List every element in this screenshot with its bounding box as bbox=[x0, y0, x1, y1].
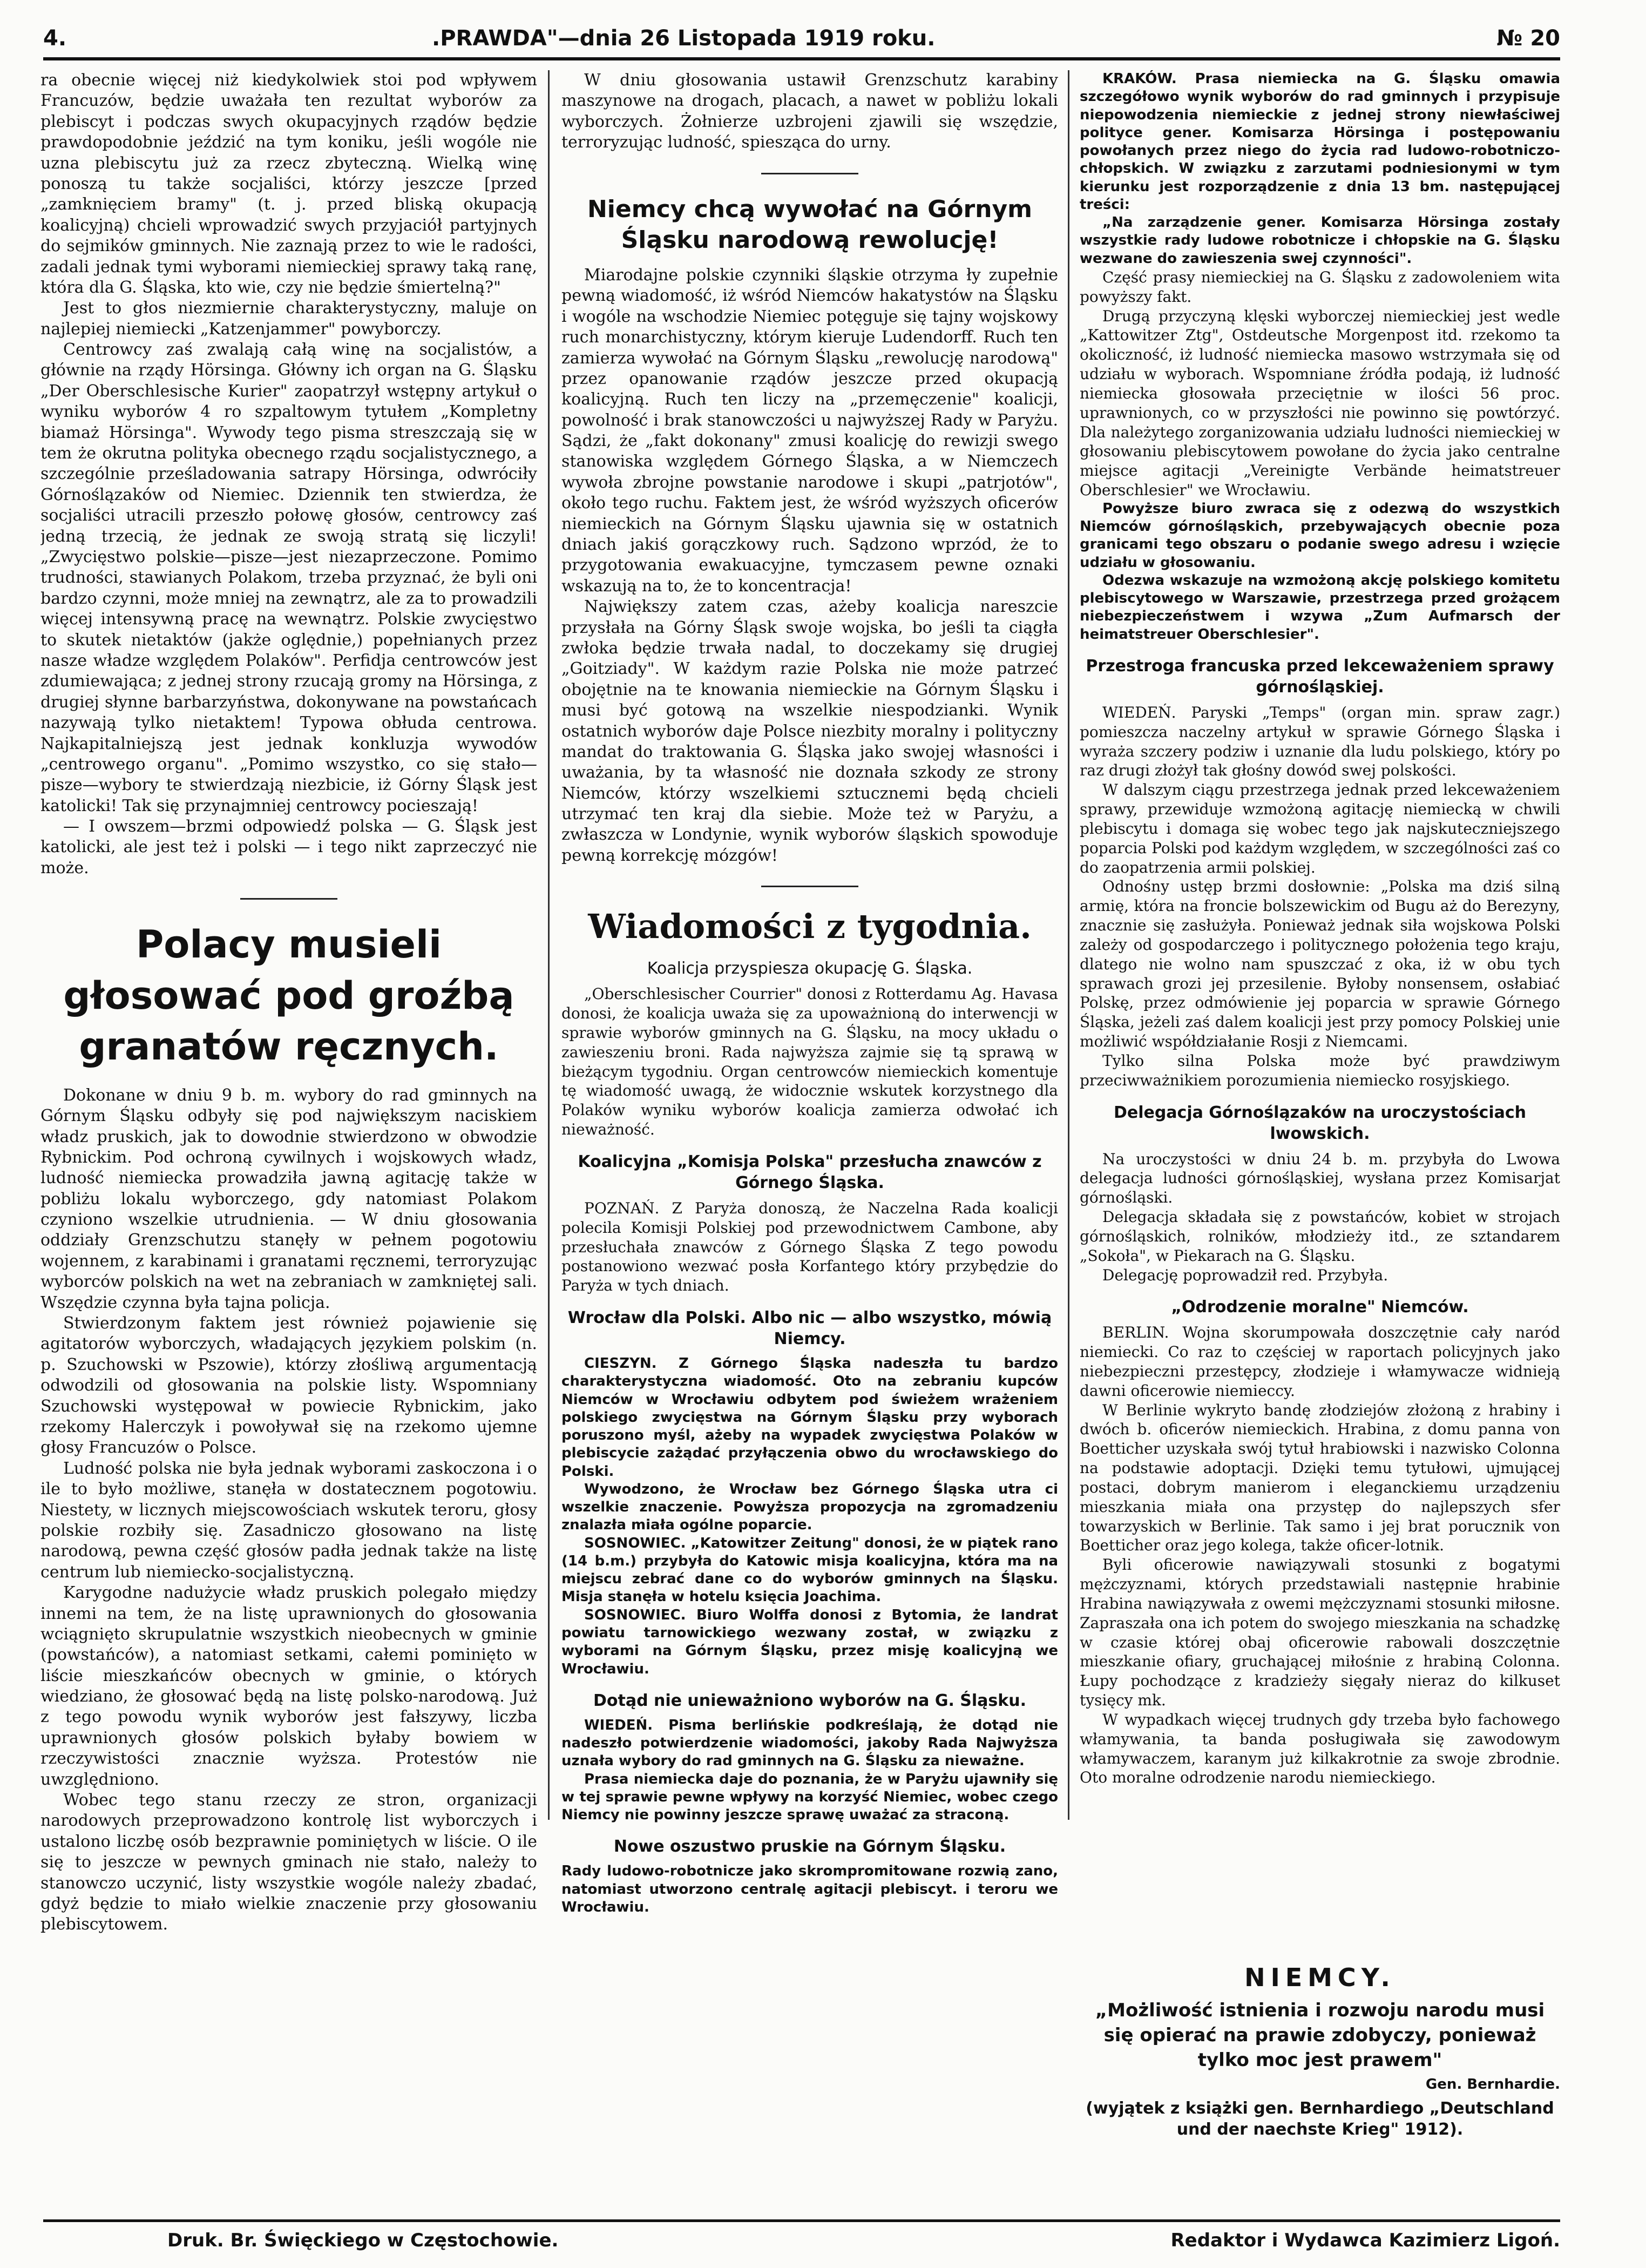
headline: Niemcy chcą wywołać na Górnym Śląsku narodową rewolucję! bbox=[587, 195, 1033, 254]
paragraph: W dalszym ciągu przestrzega jednak przed lekceważeniem sprawy, przewiduje wzmożoną agitację niemiecką w chwili plebiscytu i domaga się wobec tego jak najskuteczniejszego poparcia Polski pod każdym względem, w szczególności zaś co do zaopatrzenia armii polskiej. bbox=[1080, 781, 1560, 876]
paragraph: Karygodne nadużycie władz pruskich polegało między innemi na tem, że na listę uprawnionych do głosowania wciągnięto skrupulatnie wszystkich nieobecnych w gminie (powstańców), a natomiast setkami, całemi pominięto w liście mieszkańców obecnych w gminie, o których wiedziano, że głosować będą na listę polsko-narodową. Już z tego powodu wynik wyborów jest fałszywy, liczba uprawnionych głosów polskich byłaby bowiem w rzeczywistości znacznie wyższa. Protestów nie uwzględniono. bbox=[40, 1583, 537, 1789]
quote-source: (wyjątek z książki gen. Bernhardiego „Deutschland und der naechste Krieg" 1912). bbox=[1086, 2098, 1554, 2139]
subheading: Koalicyjna „Komisja Polska" przesłucha znawców z Górnego Śląska. bbox=[578, 1152, 1042, 1192]
paragraph: WIEDEŃ. Pisma berlińskie podkreślają, że dotąd nie nadeszło potwierdzenie wiadomości, jakoby Rada Najwyższa uznała wybory do rad gminnych na G. Śląsku za nieważne. bbox=[561, 1717, 1058, 1770]
quote-title: NIEMCY. bbox=[1244, 1963, 1396, 1992]
paragraph: Tylko silna Polska może być prawdziwym przeciwważnikiem porozumienia niemiecko rosyjskiego. bbox=[1080, 1051, 1560, 1089]
quote-box bbox=[1080, 1963, 1560, 2168]
paragraph: CIESZYN. Z Górnego Śląska nadeszła tu bardzo charakterystyczna wiadomość. Oto na zebraniu kupców Niemców w Wrocławiu odbytem pod świeżem wrażeniem polskiego zwycięstwa na Górnym Śląsku przy wyborach poruszono myśl, ażeby na wypadek zwycięstwa Polaków w plebiscycie zażądać przyłączenia obwo du wrocławskiego do Polski. bbox=[561, 1355, 1058, 1480]
paragraph: — I owszem—brzmi odpowiedź polska — G. Śląsk jest katolicki, ale jest też i polski — i tego nikt zaprzeczyć nie może. bbox=[40, 817, 537, 878]
quote-text: „Możliwość istnienia i rozwoju narodu musi się opierać na prawie zdobyczy, ponieważ tylko moc jest prawem" bbox=[1095, 2000, 1545, 2071]
subheading: Delegacja Górnoślązaków na uroczystościach lwowskich. bbox=[1113, 1103, 1527, 1143]
divider bbox=[761, 886, 858, 887]
column-1 bbox=[40, 70, 537, 2174]
paragraph: Wobec tego stanu rzeczy ze stron, organizacji narodowych przeprowadzono kontrolę list wyborczych i ustalono liczbę osób bezprawnie pominiętych w liście. O ile się to jeszcze w pewnych gminach nie stało, należy to stanowczo uczynić, listy wszystkie wogóle należy zbadać, gdyż będzie to miało wielkie znaczenie przy głosowaniu plebiscytowem. bbox=[40, 1791, 537, 1934]
paragraph: Byli oficerowie nawiązywali stosunki z bogatymi mężczyznami, których przedstawiali następnie hrabinie Hrabina nawiązywała z owemi mężczyznami stosunki miłosne. Zapraszała ona ich potem do swojego mieszkania na schadzkę w czasie której obaj oficerowie rabowali doszczętnie mieszkanie ofiary, gruchającej miłośnie z hrabiną Colonna. Łupy pochodzące z kradzieży sięgały nieraz do kilkuset tysięcy mk. bbox=[1080, 1556, 1560, 1710]
subheading: Przestroga francuska przed lekceważeniem sprawy górnośląskiej. bbox=[1086, 656, 1554, 697]
subheading: „Odrodzenie moralne" Niemców. bbox=[1171, 1298, 1469, 1317]
paragraph: Jest to głos niezmiernie charakterystyczny, maluje on najlepiej niemiecki „Katzenjammer" powyborczy. bbox=[40, 299, 537, 339]
subheading: Nowe oszustwo pruskie na Górnym Śląsku. bbox=[613, 1837, 1006, 1857]
column-3 bbox=[1080, 70, 1560, 1949]
quote-author: Gen. Bernhardie. bbox=[1425, 2076, 1560, 2092]
printer-credit: Druk. Br. Święckiego w Częstochowie. bbox=[167, 2230, 559, 2251]
page-footer bbox=[43, 2219, 1560, 2254]
paragraph: SOSNOWIEC. „Katowitzer Zeitung" donosi, że w piątek rano (14 b.m.) przybyła do Katowic misja koalicyjna, która ma na miejscu zebrać dane co do wyborów gminnych na Śląsku. Misja stanęła w hotelu księcia Joachima. bbox=[561, 1535, 1058, 1605]
paragraph: Dokonane w dniu 9 b. m. wybory do rad gminnych na Górnym Śląsku odbyły się pod największym naciskiem władz pruskich, jak to dowodnie stwierdzono w obwodzie Rybnickim. Pod ochroną cywilnych i wojskowych władz, ludność niemiecka prowadziła jawną agitację także w pobliżu lokalu wyborczego, gdy natomiast Polakom czyniono wszelkie utrudnienia. — W dniu głosowania oddziały Grenzschutzu stanęły w pełnem pogotowiu wojennem, z karabinami i granatami ręcznemi, terroryzując wyborców polskich na wet na zebraniach w zamkniętej sali. Wszędzie czynna była tajna policja. bbox=[40, 1085, 537, 1312]
page-number: 4. bbox=[43, 26, 67, 51]
paragraph: „Na zarządzenie gener. Komisarza Hörsinga zostały wszystkie rady ludowe robotnicze i chłopskie na G. Śląsku wezwane do zawieszenia swej czynności". bbox=[1080, 214, 1560, 267]
page-header bbox=[43, 23, 1560, 60]
paragraph: Miarodajne polskie czynniki śląskie otrzyma ły zupełnie pewną wiadomość, iż wśród Niemców hakatystów na Śląsku i wogóle na wschodzie Niemiec potęguje się tajny wojskowy ruch monarchistyczny, którym kieruje Ludendorff. Ruch ten zamierza wywołać na Górnym Śląsku „rewolucję narodową" przez opanowanie rządów jeszcze przed okupacją koalicyjną. Ruch ten liczy na „przemęczenie" koalicji, powolność i brak stanowczości u najwyższej Rady w Paryżu. Sądzi, że „fakt dokonany" zmusi koalicję do rewizji swego stanowiska względem Górnego Śląska, a w Niemczech wywoła zbrojne powstanie narodowe i skupi „patrjotów", około tego ruchu. Faktem jest, że wśród wyższych oficerów niemieckich na Górnym Śląsku ujawnia się w ostatnich dniach jakiś gorączkowy ruch. Sądzono wprzód, że to przygotowania ewakuacyjne, tymczasem pewne oznaki wskazują na to, że to koncentracja! bbox=[561, 265, 1058, 596]
paragraph: W Berlinie wykryto bandę złodziejów złożoną z hrabiny i dwóch b. oficerów niemieckich. Hrabina, z domu panna von Boetticher uzyskała swój tytuł hrabiowski i nazwisko Colonna na podstawie adoptacji. Dzięki temu tytułowi, ujmującej postaci, dobrym manierom i eleganckiemu urządzeniu mieszkania miała ona przystęp do najlepszych sfer towarzyskich w Berlinie. Tak samo i jej brat porucznik von Boetticher oraz jego kolega, także oficer-lotnik. bbox=[1080, 1401, 1560, 1555]
paragraph: Centrowcy zaś zwalają całą winę na socjalistów, a głównie na rządy Hörsinga. Główny ich organ na G. Śląsku „Der Oberschlesische Kurier" zaopatrzył wstępny artykuł o wyniku wyborów 4 ro szpaltowym tytułem „Kompletny biamaż Hörsinga". Wywody tego pisma streszczają się w tem że okrutna polityka obecnego rządu socjalistycznego, a szczególnie prześladowania satrapy Hörsinga, odwróciły Górnoślązaków od Niemiec. Dziennik ten stwierdza, że socjaliści utracili przeszło połowę głosów, centrowcy zaś jedną trzecią, że jednak ze swoją stratą się liczyli! „Zwycięstwo polskie—pisze—jest niezaprzeczone. Pomimo trudności, stawianych Polakom, trzeba przyznać, że byli oni bardzo czynni, może mniej na zewnątrz, ale za to prowadzili więcej intensywną pracę na wewnątrz. Polskie zwycięstwo to skutek nietaktów (jakże oględnie,) popełnianych przez nasze władze względem Polaków". Perfidja centrowców jest zdumiewająca; z jednej strony rzucają gromy na Hörsinga, z drugiej słynne barbarzyństwa, dokonywane na powstańcach nazywają tylko nietaktem! Typowa obłuda centrowa. Najkapitalniejszą jest jednak konkluzja wywodów „centrowego organu". „Pomimo wszystko, co się stało—pisze—wybory te stwierdzają niezbicie, iż Górny Śląsk jest katolicki! Tak się przynajmniej centrowcy pocieszają! bbox=[40, 340, 537, 815]
column-divider bbox=[548, 70, 550, 1820]
divider bbox=[761, 173, 858, 174]
paragraph: Powyższe biuro zwraca się z odezwą do wszystkich Niemców górnośląskich, przebywających obecnie poza granicami tego obszaru o podanie swego adresu i wzięcie udziału w głosowaniu. bbox=[1080, 500, 1560, 571]
column-2 bbox=[561, 70, 1058, 2174]
paragraph: W wypadkach więcej trudnych gdy trzeba było fachowego włamywania, ta banda posługiwała się zawodowym włamywaczem, karanym już kilkakrotnie za swoje zbrodnie. Oto moralne odrodzenie narodu niemieckiego. bbox=[1080, 1710, 1560, 1787]
paragraph: Drugą przyczyną klęski wyborczej niemieckiej jest wedle „Kattowitzer Ztg", Ostdeutsche Morgenpost itd. rzekomo ta okoliczność, iż ludność niemiecka masowo wstrzymała się od udziału w wyborach. Wspomniane źródła podają, iż ludność niemiecka głosowała przeciętnie w ilości 56 proc. uprawnionych, co w przyszłości nie powinno się powtórzyć. Dla należytego zorganizowania udziału ludności niemieckiej w głosowaniu plebiscytowem powołane do życia jako centralne miejsce agitacji „Vereinigte Verbände heimatstreuer Oberschlesier" we Wrocławiu. bbox=[1080, 307, 1560, 500]
paragraph: SOSNOWIEC. Biuro Wolffa donosi z Bytomia, że landrat powiatu tarnowickiego wezwany został, w związku z wyborami na Górnym Śląsku, przez misję koalicyjną we Wrocławiu. bbox=[561, 1606, 1058, 1677]
paragraph: Wywodzono, że Wrocław bez Górnego Śląska utra ci wszelkie znaczenie. Powyższa propozycja na zgromadzeniu znalazła miała ogólne poparcie. bbox=[561, 1481, 1058, 1534]
paragraph: Stwierdzonym faktem jest również pojawienie się agitatorów wyborczych, władających językiem polskim (n. p. Szuchowski w Pszowie), którzy złośliwą argumentacją odwodzili od głosowania na polskie listy. Wspomniany Szuchowski występował w powiecie Rybnickim, jako rzekomy Halerczyk i powoływał się na rzekomo ujemne głosy Francuzów o Polsce. bbox=[40, 1314, 537, 1457]
paragraph: Największy zatem czas, ażeby koalicja nareszcie przysłała na Górny Śląsk swoje wojska, bo jeśli ta ciągła zwłoka będzie trwała nadal, to doczekamy się drugiej „Goitziady". W każdym razie Polska nie może patrzeć obojętnie na te knowania niemieckie na Górnym Śląsku i musi być gotową na wszelkie niespodzianki. Wynik ostatnich wyborów daje Polsce niezbity moralny i polityczny mandat do traktowania G. Śląska jako swojej własności i uważania, by ta własność nie doznała szkody ze strony Niemców, którzy wszelkiemi sztucznemi będą chcieli utrzymać ten kraj dla siebie. Może też w Paryżu, a zwłaszcza w Londynie, wynik wyborów śląskich spowoduje pewną korrekcję mózgów! bbox=[561, 597, 1058, 865]
subheading: Wrocław dla Polski. Albo nic — albo wszystko, mówią Niemcy. bbox=[567, 1308, 1052, 1349]
issue-number: № 20 bbox=[1496, 26, 1560, 51]
paragraph: Część prasy niemieckiej na G. Śląsku z zadowoleniem wita powyższy fakt. bbox=[1080, 268, 1560, 306]
paragraph: Odnośny ustęp brzmi dosłownie: „Polska ma dziś silną armię, która na froncie bolszewickim od Bugu aż do Berezyny, znacznie się zasłużyła. Ponieważ jednak siła wojskowa Polski zależy od gospodarczego i politycznego położenia tego kraju, dlatego nie wolno nam spuszczać z oka, iż w obu tych sprawach grozi jej przesilenie. Byłoby nonsensem, osłabiać Polskę, przez odmówienie jej poparcia w sprawie Górnego Śląska, jeżeli zaś dalem koalicji jest przy pomocy Polskiej unie możliwić współdziałanie Rosji z Niemcami. bbox=[1080, 878, 1560, 1051]
paragraph: W dniu głosowania ustawił Grenzschutz karabiny maszynowe na drogach, placach, a nawet w pobliżu lokali wyborczych. Żołnierze uzbrojeni zjawili się wszędzie, terroryzując ludność, spiesząca do urny. bbox=[561, 71, 1058, 152]
paragraph: Ludność polska nie była jednak wyborami zaskoczona i o ile to było możliwe, stanęła w dostatecznem pogotowiu. Niestety, w licznych miejscowościach wskutek teroru, głosy polskie rozbiły się. Zasadniczo głosowano na listę narodową, pewna część głosów padła jednak także na listę centrum lub niemiecko-socjalistyczną. bbox=[40, 1459, 537, 1582]
paragraph: POZNAŃ. Z Paryża donoszą, że Naczelna Rada koalicji polecila Komisji Polskiej pod przewodnictwem Cambone, aby przesłuchała znawców z Górnego Śląska Z tego powodu postanowiono wezwać posła Korfantego który przybędzie do Paryża w tych dniach. bbox=[561, 1199, 1058, 1295]
headline: Polacy musieli głosować pod groźbą granatów ręcznych. bbox=[63, 922, 514, 1069]
section-title: Wiadomości z tygodnia. bbox=[588, 907, 1032, 947]
subheading: Dotąd nie unieważniono wyborów na G. Śląsku. bbox=[593, 1691, 1026, 1710]
paragraph: „Oberschlesischer Courrier" donosi z Rotterdamu Ag. Havasa donosi, że koalicja uważa się za upoważnioną do interwencji w sprawie wyborów gminnych na G. Śląsku, na mocy układu o zawieszeniu broni. Rada najwyższa zajmie się tą sprawą w bieżącym tygodniu. Organ centrowców niemieckich komentuje tę wiadomość uwagą, że widocznie wskutek korzystnego dla Polaków wyniku wyborów koalicja zamierza odwołać ich nieważność. bbox=[561, 985, 1058, 1139]
column-divider bbox=[1068, 70, 1069, 1820]
paragraph: KRAKÓW. Prasa niemiecka na G. Śląsku omawia szczegółowo wynik wyborów do rad gminnych i przypisuje niepowodzenia niemieckie z jednej strony niewłaściwej polityce gener. Komisarza Hörsinga i postępowaniu powołanych przez niego do życia rad ludowo-robotniczo-chłopskich. W związku z zarzutami podniesionymi w tym kierunku jest rozporządzenie z dnia 13 bm. następującej treści: bbox=[1080, 71, 1560, 213]
masthead: .PRAWDA"—dnia 26 Listopada 1919 roku. bbox=[432, 26, 936, 51]
paragraph: ra obecnie więcej niż kiedykolwiek stoi pod wpływem Francuzów, będzie uważała ten rezultat wyborów za plebiscyt i podczas swych okupacyjnych rządów będzie prawdopodobnie jeździć na tym koniku, jeśli wogóle nie uzna plebiscytu już za rzecz zbyteczną. Wielką winę ponoszą tu także socjaliści, którzy jeszcze [przed „zamknięciem bramy" (t. j. przed bliską okupacją koalicyjną) chcieli wprowadzić swych przyjaciół partyjnych do sejmików gminnych. Nie zaznają przez to wie le radości, zadali jednak tymi wyborami niemieckiej sprawy taką ranę, która dla G. Śląska, kto wie, czy nie będzie śmiertelną?" bbox=[40, 71, 537, 297]
divider bbox=[240, 898, 337, 900]
paragraph: Delegacja składała się z powstańców, kobiet w strojach górnośląskich, rolników, młodzieży itd., ze sztandarem „Sokoła", w Piekarach na G. Śląsku. bbox=[1080, 1208, 1560, 1265]
paragraph: Delegację poprowadził red. Przybyła. bbox=[1102, 1266, 1388, 1284]
subheading: Koalicja przyspiesza okupację G. Śląska. bbox=[647, 959, 973, 978]
editor-credit: Redaktor i Wydawca Kazimierz Ligoń. bbox=[1170, 2230, 1560, 2251]
paragraph: Odezwa wskazuje na wzmożoną akcję polskiego komitetu plebiscytowego w Warszawie, przestrzega przed grożącem niebezpieczeństwem i wzywa „Zum Aufmarsch der heimatstreuer Oberschlesier". bbox=[1080, 572, 1560, 643]
paragraph: Prasa niemiecka daje do poznania, że w Paryżu ujawniły się w tej sprawie pewne wpływy na korzyść Niemiec, wobec czego Niemcy nie powinny jeszcze sprawę uważać za straconą. bbox=[561, 1771, 1058, 1824]
paragraph: Rady ludowo-robotnicze jako skrompromitowane rozwią zano, natomiast utworzono centralę agitacji plebiscyt. i teroru we Wrocławiu. bbox=[561, 1863, 1058, 1915]
paragraph: Na uroczystości w dniu 24 b. m. przybyła do Lwowa delegacja ludności górnośląskiej, wysłana przez Komisarjat górnośląski. bbox=[1080, 1150, 1560, 1207]
paragraph: WIEDEŃ. Paryski „Temps" (organ min. spraw zagr.) pomieszcza naczelny artykuł w sprawie Górnego Śląska i wyraża szczery podziw i uznanie dla ludu polskiego, który po raz drugi złożył tak głośny dowód swej polskości. bbox=[1080, 703, 1560, 780]
paragraph: BERLIN. Wojna skorumpowała doszczętnie cały naród niemiecki. Co raz to częściej w raportach policyjnych jako niebezpieczni przestępcy, złodzieje i włamywacze widnieją dawni oficerowie niemieccy. bbox=[1080, 1324, 1560, 1400]
